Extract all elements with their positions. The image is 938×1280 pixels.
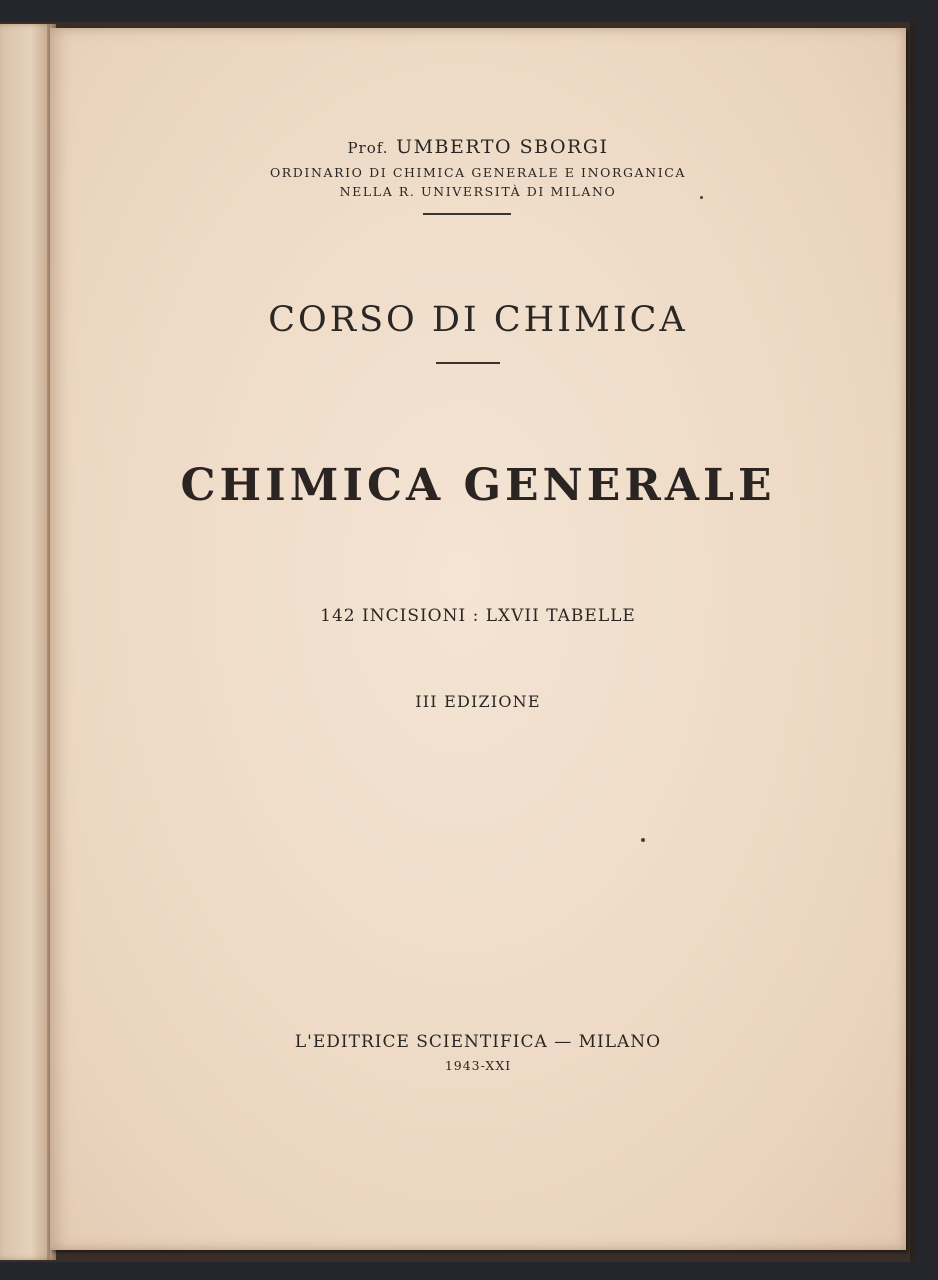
divider-rule-top	[423, 213, 511, 215]
paper-speck	[700, 196, 703, 199]
author-line	[50, 136, 906, 158]
publisher-line: L'EDITRICE SCIENTIFICA — MILANO	[294, 1032, 662, 1052]
title-page	[50, 28, 906, 1250]
subject-title: CHIMICA GENERALE	[180, 460, 776, 511]
book-spine-edge	[0, 24, 56, 1260]
divider-rule-middle	[436, 362, 500, 364]
publication-year: 1943-XXI	[444, 1058, 512, 1073]
author-prefix: Prof.	[347, 139, 389, 157]
affiliation-line-2: NELLA R. UNIVERSITÀ DI MILANO	[339, 184, 617, 199]
edition-note: III EDIZIONE	[415, 692, 541, 711]
illustrations-note: 142 INCISIONI : LXVII TABELLE	[320, 606, 636, 626]
author-name: UMBERTO SBORGI	[396, 136, 609, 158]
paper-speck	[641, 838, 645, 842]
affiliation-line-1: ORDINARIO DI CHIMICA GENERALE E INORGANICA	[269, 165, 687, 180]
course-title: CORSO DI CHIMICA	[268, 300, 688, 340]
